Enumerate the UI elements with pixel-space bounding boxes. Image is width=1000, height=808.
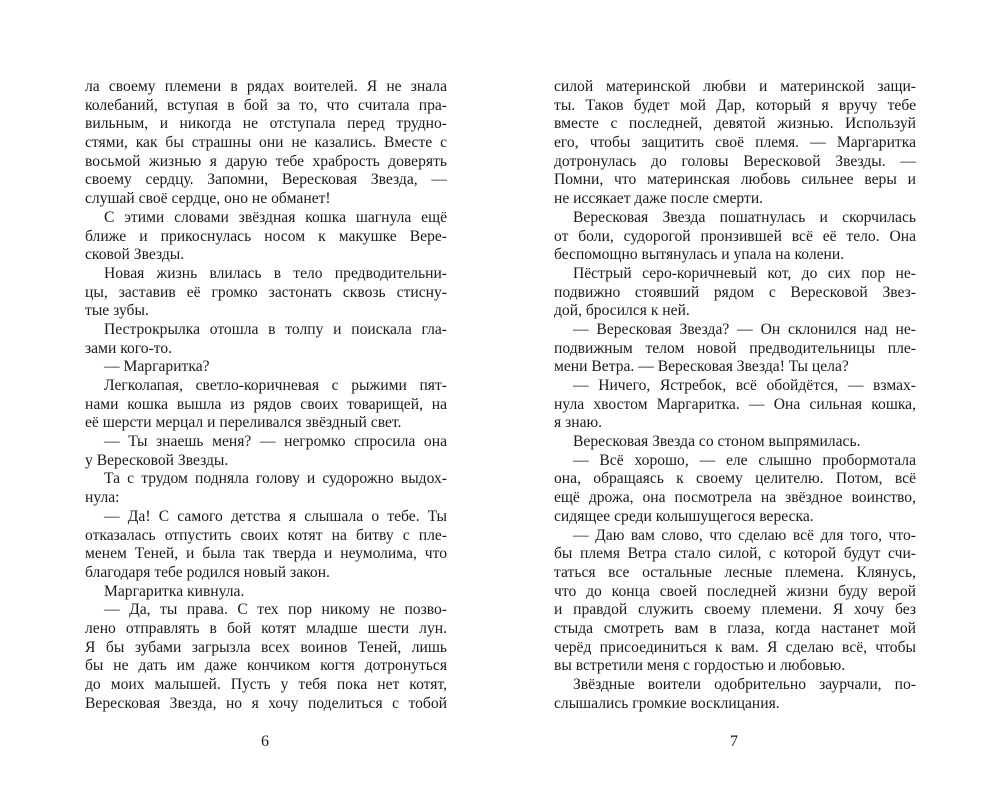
text-line: колебаний, вступая в бой за то, что считала пра- <box>85 96 447 114</box>
paragraph <box>85 601 447 713</box>
paragraph <box>554 209 916 265</box>
text-line: своему сердцу. Запомни, Вересковая Звезда, — <box>85 171 447 189</box>
text-line: вы встретили меня с гордостью и любовью. <box>554 657 846 675</box>
text-line: зами кого-то. <box>85 339 173 357</box>
paragraph <box>554 527 916 677</box>
text-line: Помни, что материнская любовь сильнее веры и <box>554 171 916 189</box>
page-number-right: 7 <box>730 733 738 750</box>
paragraph <box>85 209 447 265</box>
paragraph <box>85 265 447 321</box>
text-line: я знаю. <box>554 414 603 432</box>
text-line: черёд присоединиться к вам. Я сделаю всё, чтобы <box>554 638 916 656</box>
text-line: ближе и прикоснулась носом к макушке Вере- <box>85 227 447 245</box>
text-line: нула хвостом Маргаритка. — Она сильная кошка, <box>554 395 916 413</box>
text-line: до моих малышей. Пусть у тебя пока нет котят, <box>85 676 447 693</box>
text-line: — Вересковая Звезда? — Он склонился над не- <box>573 320 916 338</box>
text-line: тые зубы. <box>85 302 149 320</box>
text-line: вместе с последней, девятой жизнью. Используй <box>554 115 916 133</box>
text-line: С этими словами звёздная кошка шагнула ещё <box>104 208 447 226</box>
text-line: лено отправлять в бой котят младше шести лун. <box>85 619 447 637</box>
text-line: — Всё хорошо, — еле слышно пробормотала <box>573 451 916 469</box>
text-line: подвижно стоявший рядом с Вересковой Звез- <box>554 283 916 301</box>
text-line: отказалась отпустить своих котят на битву с пле- <box>85 526 447 544</box>
text-line: Звёздные воители одобрительно заурчали, по- <box>573 676 916 693</box>
text-line: Вересковая Звезда со стоном выпрямилась. <box>573 433 861 451</box>
text-line: Маргаритка кивнула. <box>104 582 245 600</box>
text-line: нула: <box>85 489 120 507</box>
paragraph <box>85 358 447 377</box>
paragraph <box>554 377 916 433</box>
paragraph <box>554 321 916 377</box>
text-line: стыда смотреть вам в глаза, когда настанет мой <box>554 619 916 637</box>
text-line: цы, заставив её громко застонать сквозь стисну- <box>85 283 447 301</box>
text-line: его, чтобы защитить своё племя. — Маргаритка <box>554 134 916 152</box>
text-line: от боли, судорогой пронзившей всё её тело. Она <box>554 227 916 245</box>
text-line: беспомощно вытянулась и упала на колени. <box>554 246 845 264</box>
text-line: Легколапая, светло-коричневая с рыжими пят- <box>104 377 447 394</box>
text-line: ла своему племени в рядах воителей. Я не знала <box>85 78 447 95</box>
text-line: Я бы зубами загрызла всех воинов Теней, лишь <box>85 638 447 656</box>
paragraph <box>554 452 916 527</box>
paragraph <box>85 377 447 433</box>
text-line: дотронулась до головы Вересковой Звезды. — <box>554 152 916 170</box>
text-line: восьмой жизнью я дарую тебе храбрость доверять <box>85 152 447 170</box>
text-line: мени Ветра. — Вересковая Звезда! Ты цела? <box>554 358 849 376</box>
text-line: — Ничего, Ястребок, всё обойдётся, — взмах- <box>573 377 916 394</box>
text-line: вильным, и никогда не отступала перед трудно- <box>85 115 447 133</box>
paragraph <box>85 470 447 507</box>
text-line: что до конца своей последней жизни буду верой <box>554 582 916 600</box>
paragraph <box>554 78 916 209</box>
text-line: сковой Звезды. <box>85 246 185 264</box>
text-line: — Маргаритка? <box>104 358 210 376</box>
text-line: слышались громкие восклицания. <box>554 694 780 712</box>
text-line: бы племя Ветра стало силой, с которой будут счи- <box>554 545 916 563</box>
text-line: Пестрокрылка отошла в толпу и поискала гла- <box>104 320 447 338</box>
paragraph <box>554 433 916 452</box>
text-line: стями, как бы страшны они не казались. Вместе с <box>85 134 447 152</box>
page-number-left: 6 <box>261 733 269 750</box>
text-line: менем Теней, и была так тверда и неумолима, что <box>85 545 447 563</box>
text-line: сидящее среди колышущегося вереска. <box>554 507 814 525</box>
text-line: Вересковая Звезда, но я хочу поделиться с тобой <box>85 694 447 712</box>
text-line: ещё дрожа, она посмотрела на звёздное воинство, <box>554 489 916 507</box>
paragraph <box>554 676 916 713</box>
text-line: силой материнской любви и материнской защи- <box>554 78 916 95</box>
paragraph <box>85 321 447 358</box>
text-line: — Ты знаешь меня? — негромко спросила она <box>104 433 447 451</box>
text-line: благодаря тебе родился новый закон. <box>85 563 330 581</box>
text-line: слушай своё сердце, оно не обманет! <box>85 190 331 208</box>
text-line: таться все остальные лесные племена. Клянусь, <box>554 563 916 581</box>
text-line: Пёстрый серо-коричневый кот, до сих пор не- <box>573 264 916 282</box>
right-page-text <box>554 78 916 713</box>
text-line: у Вересковой Звезды. <box>85 451 229 469</box>
text-line: она, обращаясь к своему целителю. Потом, всё <box>554 470 916 488</box>
text-line: Та с трудом подняла голову и судорожно выдох- <box>104 470 447 488</box>
text-line: Новая жизнь влилась в тело предводительни- <box>104 264 447 282</box>
left-page-text <box>85 78 447 713</box>
text-line: — Да! С самого детства я слышала о тебе. Ты <box>104 507 447 525</box>
paragraph <box>85 433 447 470</box>
text-line: дой, бросился к ней. <box>554 302 690 320</box>
text-line: — Даю вам слово, что сделаю всё для того, что- <box>573 526 916 544</box>
text-line: подвижным телом новой предводительницы пле- <box>554 339 916 357</box>
paragraph <box>554 265 916 321</box>
paragraph <box>85 78 447 209</box>
text-line: — Да, ты права. С тех пор никому не позво- <box>104 601 447 619</box>
paragraph <box>85 508 447 583</box>
text-line: не иссякает даже после смерти. <box>554 190 764 208</box>
text-line: бы не дать им даже кончиком когтя дотронуться <box>85 657 447 675</box>
text-line: ты. Таков будет мой Дар, который я вручу тебе <box>554 96 916 114</box>
text-line: её шерсти мерцал и переливался звёздный свет. <box>85 414 402 432</box>
text-line: и правдой служить своему племени. Я хочу без <box>554 601 916 619</box>
text-line: нами кошка вышла из рядов своих товарищей, на <box>85 395 447 413</box>
text-line: Вересковая Звезда пошатнулась и скорчилась <box>573 208 916 226</box>
paragraph <box>85 583 447 602</box>
